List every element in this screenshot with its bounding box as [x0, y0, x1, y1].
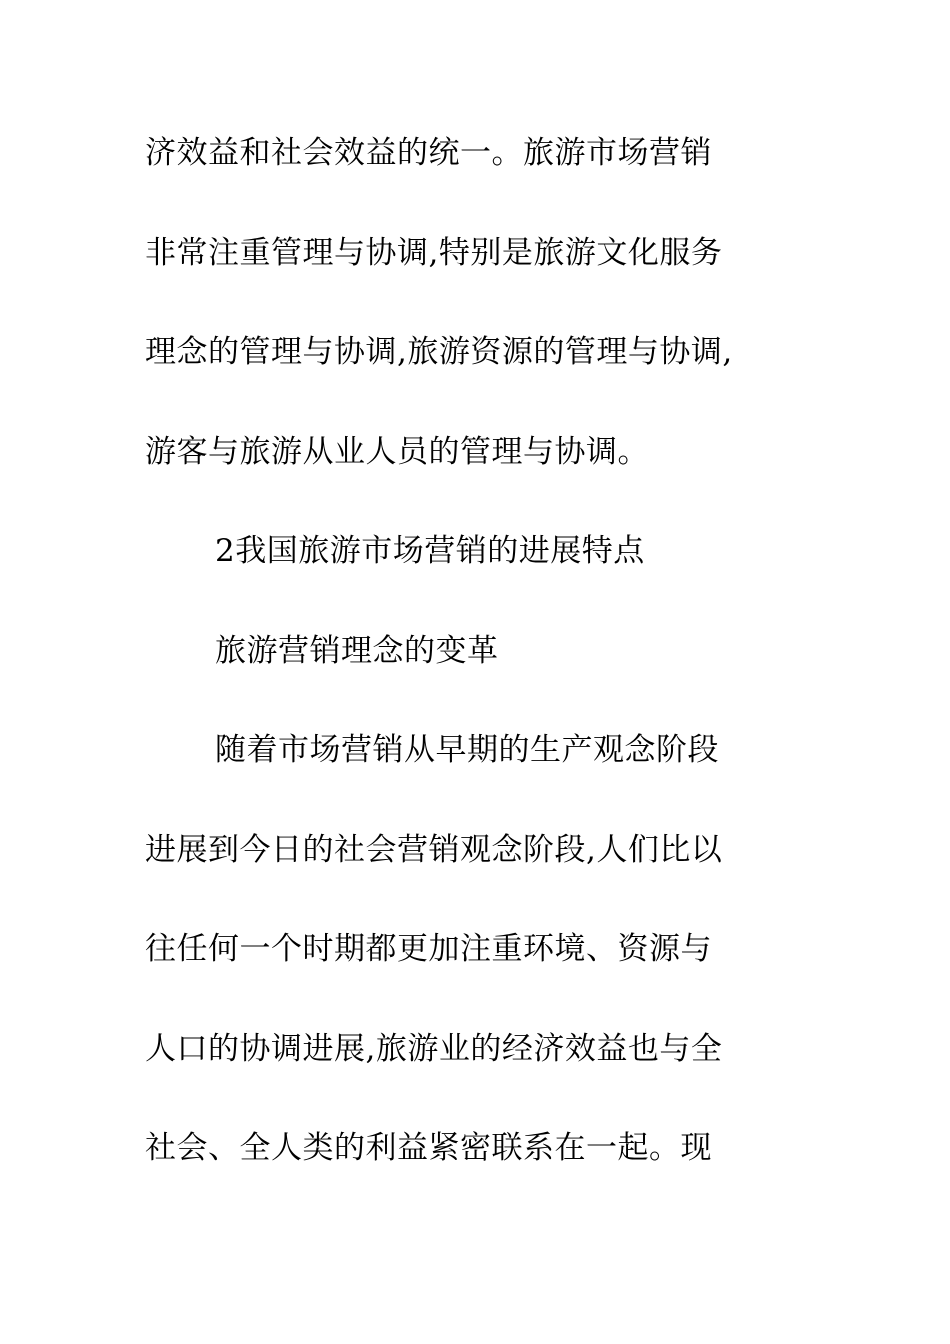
paragraph-line-3: 理念的管理与协调,旅游资源的管理与协调,	[145, 334, 733, 370]
paragraph-line-2: 非常注重管理与协调,特别是旅游文化服务	[145, 235, 723, 271]
subsection-heading: 旅游营销理念的变革	[215, 633, 499, 669]
section-heading: 2我国旅游市场营销的进展特点	[215, 533, 645, 569]
paragraph-line-1: 济效益和社会效益的统一。旅游市场营销	[145, 135, 712, 171]
paragraph-line-10: 人口的协调进展,旅游业的经济效益也与全	[145, 1031, 723, 1067]
paragraph-line-9: 往任何一个时期都更加注重环境、资源与	[145, 931, 712, 967]
paragraph-line-4: 游客与旅游从业人员的管理与协调。	[145, 434, 649, 470]
paragraph-line-11: 社会、全人类的利益紧密联系在一起。现	[145, 1130, 712, 1166]
paragraph-line-7: 随着市场营销从早期的生产观念阶段	[215, 732, 719, 768]
paragraph-line-8: 进展到今日的社会营销观念阶段,人们比以	[145, 832, 723, 868]
